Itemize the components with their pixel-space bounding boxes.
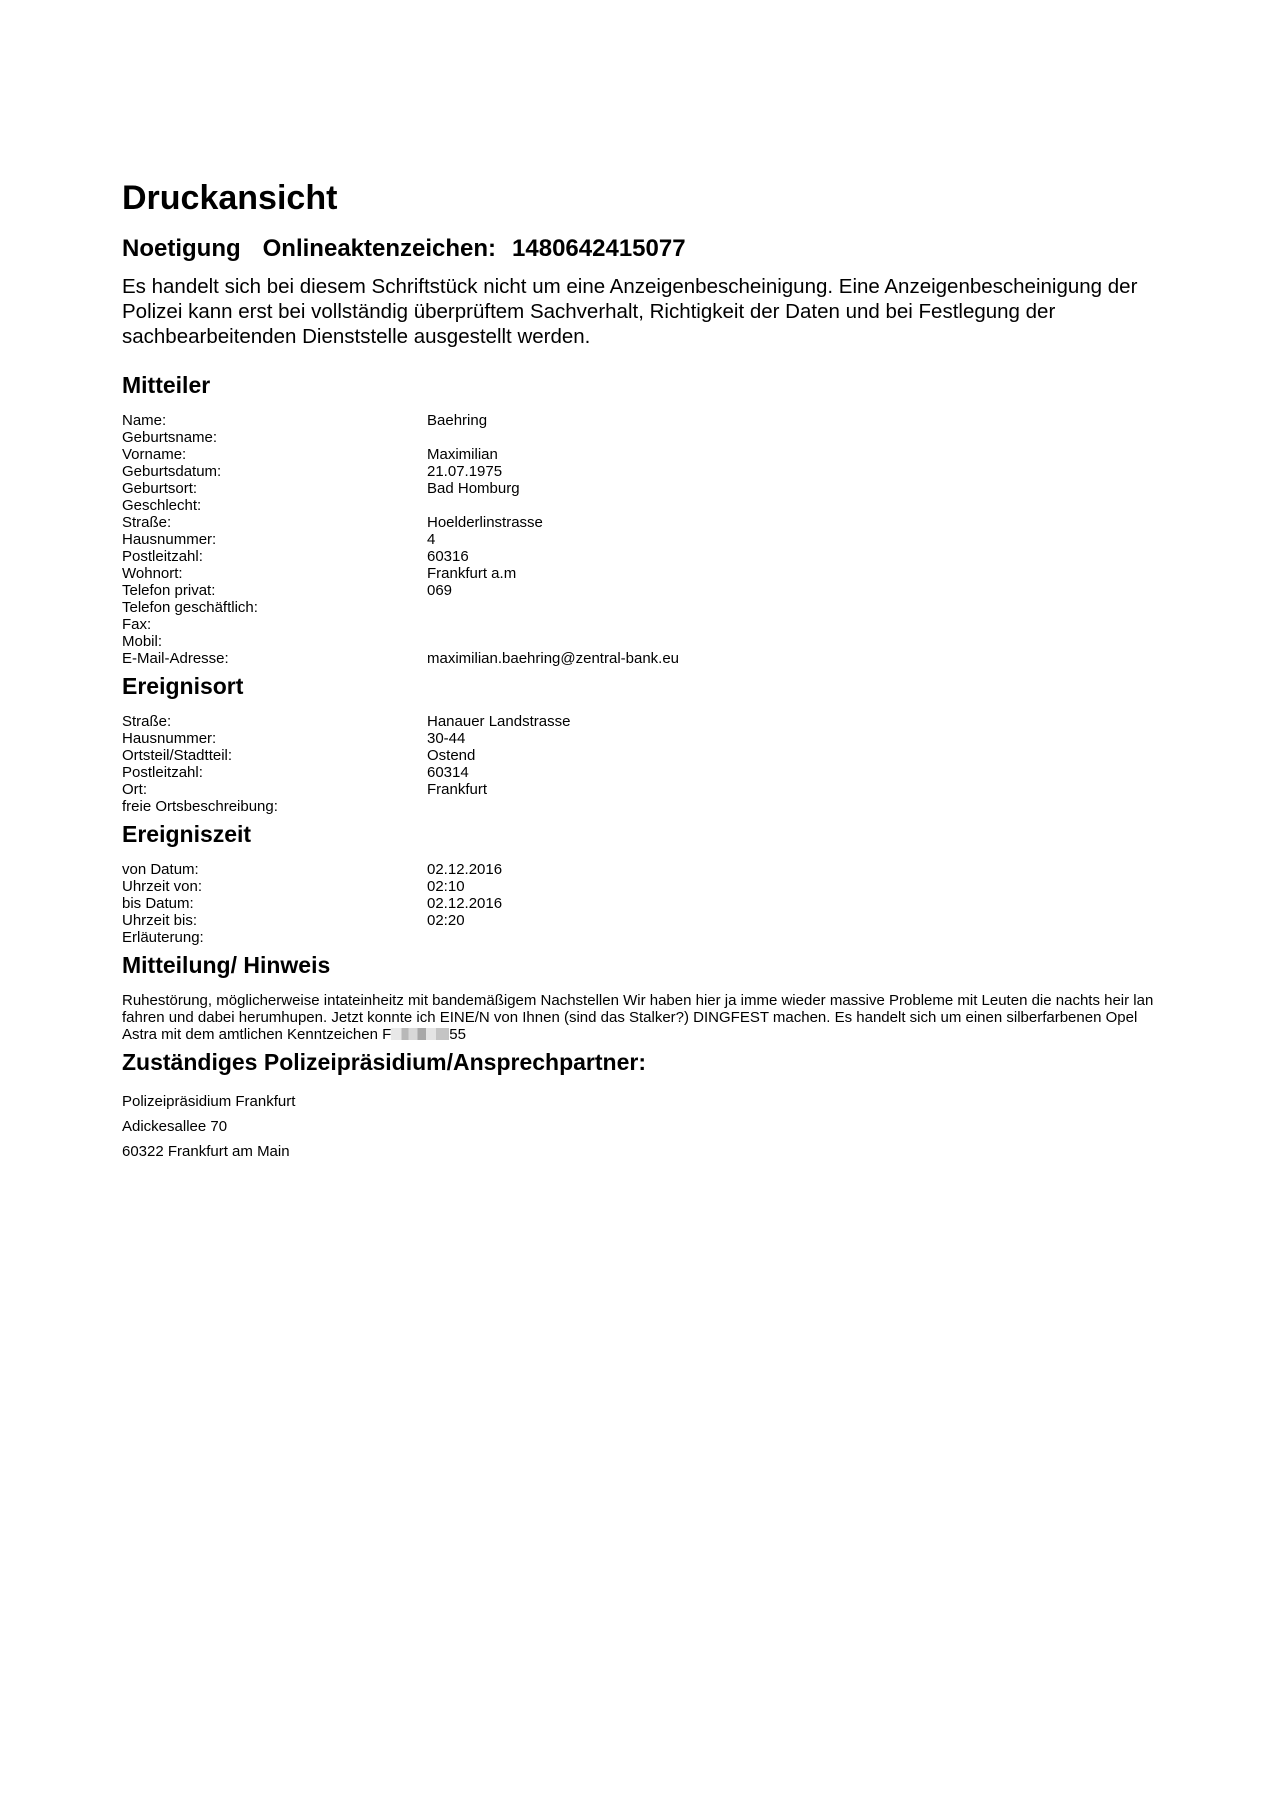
field-row (122, 412, 1172, 429)
redacted-license-plate (391, 1028, 449, 1040)
field-value (427, 497, 1172, 514)
field-label: Geburtsdatum: (122, 463, 222, 480)
field-label: Erläuterung: (122, 929, 204, 946)
field-value: Maximilian (427, 446, 498, 463)
field-row (122, 929, 1172, 946)
field-value: Baehring (427, 412, 488, 429)
field-row (122, 781, 1172, 798)
field-label: Uhrzeit von: (122, 878, 203, 895)
field-value: 02:10 (427, 878, 465, 895)
field-label: von Datum: (122, 861, 199, 878)
ereignisort-fields (122, 713, 1172, 815)
field-value: 02:20 (427, 912, 465, 929)
field-label: Hausnummer: (122, 531, 217, 548)
section-heading-mitteilung: Mitteilung/ Hinweis (122, 952, 331, 978)
field-row (122, 747, 1172, 764)
field-value (427, 429, 1172, 446)
contact-line-city: 60322 Frankfurt am Main (122, 1143, 290, 1160)
field-row (122, 878, 1172, 895)
field-row (122, 764, 1172, 781)
field-value: 4 (427, 531, 436, 548)
field-row (122, 650, 1172, 667)
field-label: Telefon geschäftlich: (122, 599, 258, 616)
field-label: Fax: (122, 616, 152, 633)
field-label: Name: (122, 412, 167, 429)
contact-line-agency: Polizeipräsidium Frankfurt (122, 1093, 296, 1110)
field-value: Hanauer Landstrasse (427, 713, 571, 730)
field-row (122, 582, 1172, 599)
field-label: Geburtsname: (122, 429, 218, 446)
field-label: Telefon privat: (122, 582, 216, 599)
field-value: Hoelderlinstrasse (427, 514, 543, 531)
section-heading-zustaendig: Zuständiges Polizeipräsidium/Ansprechpartner: (122, 1049, 646, 1075)
field-value (427, 929, 1172, 946)
field-value: 60314 (427, 764, 469, 781)
field-label: Ort: (122, 781, 147, 798)
field-row (122, 565, 1172, 582)
mitteiler-fields (122, 412, 1172, 667)
case-number-label: Onlineaktenzeichen: (262, 235, 497, 262)
field-label: Straße: (122, 514, 172, 531)
field-row (122, 514, 1172, 531)
field-value: maximilian.baehring@zentral-bank.eu (427, 650, 680, 667)
field-value: 02.12.2016 (427, 861, 503, 878)
field-value: 60316 (427, 548, 469, 565)
section-heading-ereigniszeit: Ereigniszeit (122, 821, 252, 847)
contact-line-street: Adickesallee 70 (122, 1118, 228, 1135)
field-row (122, 480, 1172, 497)
field-value: Frankfurt a.m (427, 565, 517, 582)
field-label: Postleitzahl: (122, 548, 203, 565)
field-row (122, 730, 1172, 747)
print-view-page (122, 176, 1172, 1164)
field-row (122, 861, 1172, 878)
field-label: Postleitzahl: (122, 764, 203, 781)
field-label: Wohnort: (122, 565, 183, 582)
field-value: Frankfurt (427, 781, 488, 798)
field-label: Geburtsort: (122, 480, 198, 497)
field-row (122, 798, 1172, 815)
page-title: Druckansicht (122, 179, 338, 217)
field-value: 21.07.1975 (427, 463, 503, 480)
field-value: Ostend (427, 747, 476, 764)
field-row (122, 895, 1172, 912)
field-row (122, 633, 1172, 650)
field-label: Ortsteil/Stadtteil: (122, 747, 233, 764)
offense-type: Noetigung (122, 235, 241, 262)
field-row (122, 497, 1172, 514)
field-value (427, 599, 1172, 616)
field-row (122, 446, 1172, 463)
field-label: Mobil: (122, 633, 163, 650)
field-row (122, 912, 1172, 929)
field-label: freie Ortsbeschreibung: (122, 798, 278, 815)
field-value: 02.12.2016 (427, 895, 503, 912)
field-label: Hausnummer: (122, 730, 217, 747)
field-label: Geschlecht: (122, 497, 202, 514)
field-row (122, 531, 1172, 548)
field-label: bis Datum: (122, 895, 194, 912)
field-value (427, 616, 1172, 633)
case-subtitle (122, 234, 1172, 264)
field-row (122, 599, 1172, 616)
field-label: E-Mail-Adresse: (122, 650, 229, 667)
field-row (122, 713, 1172, 730)
field-value: 069 (427, 582, 453, 599)
ereigniszeit-fields (122, 861, 1172, 946)
field-value (427, 633, 1172, 650)
section-heading-ereignisort: Ereignisort (122, 673, 244, 699)
field-row (122, 616, 1172, 633)
field-row (122, 429, 1172, 446)
police-contact-address (122, 1089, 1172, 1164)
field-label: Straße: (122, 713, 172, 730)
field-row (122, 463, 1172, 480)
case-number: 1480642415077 (512, 235, 686, 262)
field-label: Uhrzeit bis: (122, 912, 198, 929)
field-value: Bad Homburg (427, 480, 520, 497)
field-value: 30-44 (427, 730, 466, 747)
section-heading-mitteiler: Mitteiler (122, 372, 211, 398)
message-text-main: Ruhestörung, möglicherweise intateinheitz mit bandemäßigem Nachstellen Wir haben hier ja imme wieder massive Probleme mit Leuten die nachts heir lan fahren und dabei herumhupen. Jetzt konnte ich EINE/N von Ihnen (sind das Stalker?) DINGFEST machen. Es handelt sich um einen silberfarbenen Opel Astra mit dem amtlichen Kenntzeichen F (122, 992, 1154, 1043)
field-value (427, 798, 1172, 815)
message-text (122, 992, 1172, 1043)
field-row (122, 548, 1172, 565)
message-text-end: 55 (449, 1026, 466, 1043)
field-label: Vorname: (122, 446, 187, 463)
disclaimer-text: Es handelt sich bei diesem Schriftstück nicht um eine Anzeigenbescheinigung. Eine Anzeigenbescheinigung der Polizei kann erst bei vollständig überprüftem Sachverhalt, Richtigkeit der Daten und bei Festlegung der sachbearbeitenden Dienststelle ausgestellt werden. (122, 275, 1138, 348)
